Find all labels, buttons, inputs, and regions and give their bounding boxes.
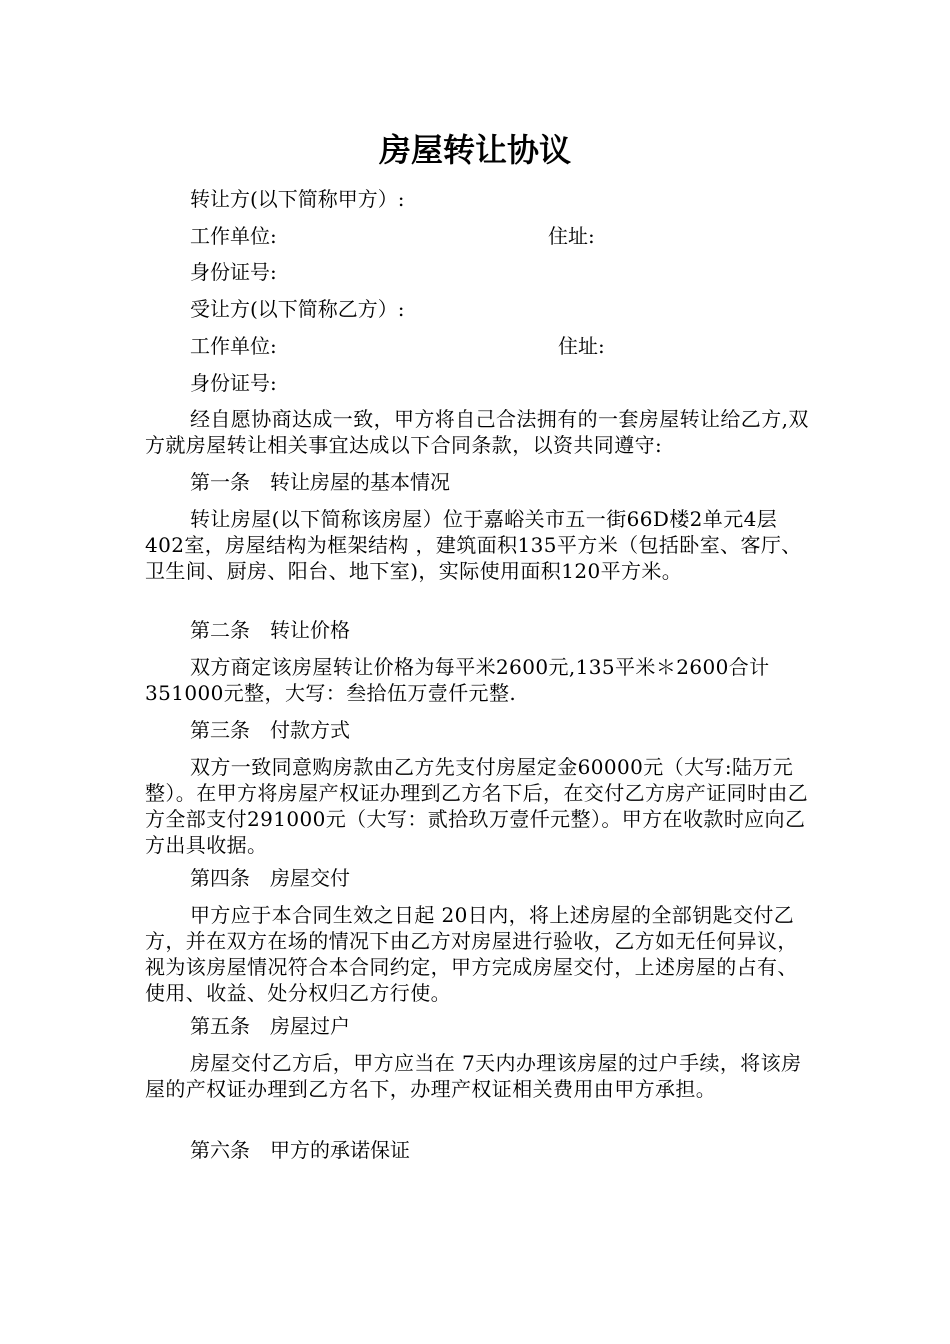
party-a-id-label: 身份证号: (190, 260, 277, 284)
party-b-heading: 受让方(以下简称乙方）: (190, 297, 405, 321)
article-6-heading: 第六条 甲方的承诺保证 (190, 1138, 410, 1162)
party-a-heading: 转让方(以下简称甲方）: (190, 187, 405, 211)
party-b-address-label: 住址: (558, 334, 605, 358)
party-b-work-unit-label: 工作单位: (190, 334, 277, 358)
article-1-heading: 第一条 转让房屋的基本情况 (190, 470, 450, 494)
article-2-body: 双方商定该房屋转让价格为每平米2600元,135平米＊2600合计 351000元整，大写：叁拾伍万壹仟元整. (145, 655, 770, 705)
article-4-body: 甲方应于本合同生效之日起 20日内，将上述房屋的全部钥匙交付乙方，并在双方在场的情况下由乙方对房屋进行验收，乙方如无任何异议，视为该房屋情况符合本合同约定，甲方完成房屋交付，上述房屋的占有、使用、收益、处分权归乙方行使。 (145, 903, 798, 1005)
party-b-id-label: 身份证号: (190, 371, 277, 395)
party-a-work-unit-label: 工作单位: (190, 224, 277, 248)
article-3-body: 双方一致同意购房款由乙方先支付房屋定金60000元（大写:陆万元整）。在甲方将房屋产权证办理到乙方名下后，在交付乙方房产证同时由乙方全部支付291000元（大写：贰拾玖万壹仟元整）。甲方在收款时应向乙方出具收据。 (145, 755, 809, 857)
preamble-paragraph: 经自愿协商达成一致，甲方将自己合法拥有的一套房屋转让给乙方,双方就房屋转让相关事宜达成以下合同条款，以资共同遵守: (145, 407, 809, 457)
article-1-body: 转让房屋(以下简称该房屋）位于嘉峪关市五一街66D楼2单元4层402室，房屋结构为框架结构 ，建筑面积135平方米（包括卧室、客厅、卫生间、厨房、阳台、地下室)，实际使用面积120平方米。 (145, 507, 802, 583)
article-4-heading: 第四条 房屋交付 (190, 866, 350, 890)
article-5-heading: 第五条 房屋过户 (190, 1014, 350, 1038)
party-a-address-label: 住址: (548, 224, 595, 248)
document-title: 房屋转让协议 (378, 131, 571, 169)
article-3-heading: 第三条 付款方式 (190, 718, 350, 742)
article-2-heading: 第二条 转让价格 (190, 618, 350, 642)
article-5-body: 房屋交付乙方后，甲方应当在 7天内办理该房屋的过户手续，将该房屋的产权证办理到乙方名下，办理产权证相关费用由甲方承担。 (145, 1051, 802, 1101)
